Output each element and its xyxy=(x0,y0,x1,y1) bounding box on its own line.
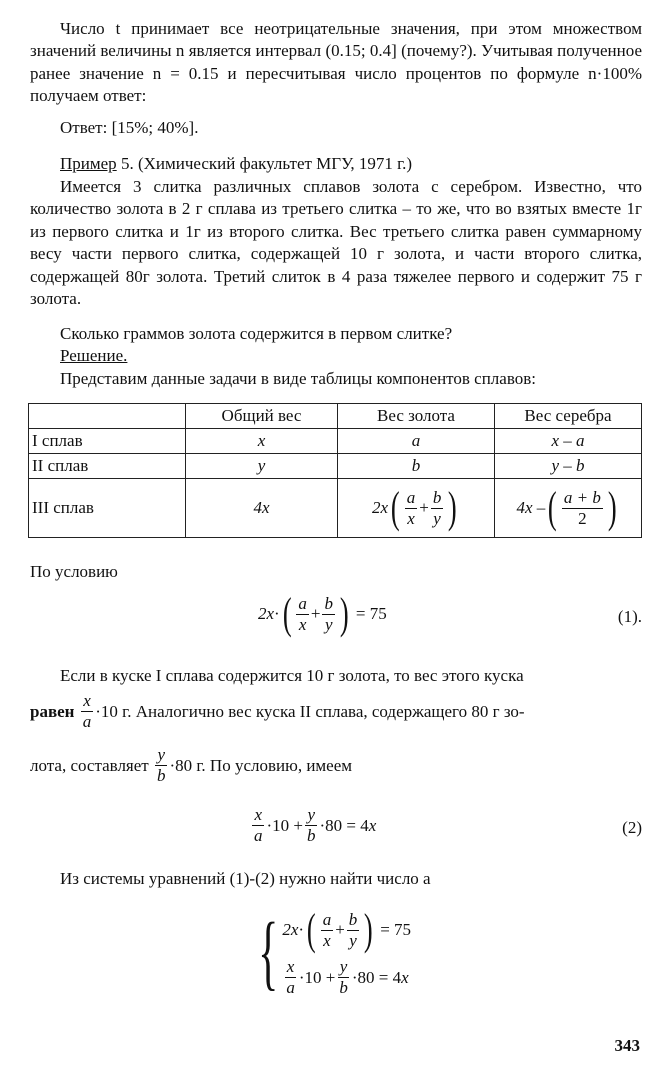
solution-heading: Решение. xyxy=(60,346,128,365)
table-header-cell: Общий вес xyxy=(186,404,338,429)
row-label: I сплав xyxy=(29,429,186,454)
question-line: Сколько граммов золота содержится в первом слитке? xyxy=(60,324,453,343)
table-row xyxy=(29,454,642,479)
silver-weight-cell: y – b xyxy=(495,454,642,479)
silver-weight-cell: 4x – ( $\frac{a + b}{2}$ ) xyxy=(495,479,642,538)
equation-1: 2x · ( $\frac{a}{x}$ + $\frac{b}{y}$ ) = 75 xyxy=(258,589,387,638)
example-source: 5. (Химический факультет МГУ, 1971 г.) xyxy=(116,154,413,173)
table-header-cell xyxy=(29,404,186,429)
system-brace: { xyxy=(258,905,279,999)
table-header-cell: Вес золота xyxy=(338,404,495,429)
system-equation-2: $\frac{x}{a}$ ·10 + $\frac{y}{b}$ ·80 = 4 x xyxy=(286,957,409,997)
alloy-table xyxy=(28,403,642,538)
total-weight-cell: y xyxy=(186,454,338,479)
problem-statement xyxy=(30,176,642,310)
page-number: 343 xyxy=(614,1036,640,1055)
answer-line: Ответ: [15%; 40%]. xyxy=(60,118,199,137)
example-label: Пример xyxy=(60,154,117,173)
paragraph-weight-line1: Если в куске I сплава содержится 10 г золота, то вес этого куска xyxy=(60,666,524,685)
problem-text: Имеется 3 слитка различных сплавов золота с серебром. Известно, что количество золота в 2 г сплава из третьего слитка – то же, что во взятых вместе 1г из первого слитка и 1г из второго слитка. Вес третьего слитка равен суммарному весу части первого слитка, содержащей 10 г золота, и части второго слитка, содержащей 80г золота. Третий слиток в 4 раза тяжелее первого и содержит 75 г золота. xyxy=(30,177,642,309)
row-label: II сплав xyxy=(29,454,186,479)
total-weight-cell: 4x xyxy=(186,479,338,538)
table-row xyxy=(29,429,642,454)
table-row xyxy=(29,479,642,538)
condition-label: По условию xyxy=(30,562,118,581)
equation-2: $\frac{x}{a}$ ·10 + $\frac{y}{b}$ ·80 = 4 x xyxy=(254,805,377,845)
system-equation-1: 2x · ( $\frac{a}{x}$ + $\frac{b}{y}$ ) = 75 xyxy=(282,905,412,954)
gold-weight-cell: 2x ( $\frac{a}{x}$ + $\frac{b}{y}$ ) xyxy=(338,479,495,538)
table-header-cell: Вес серебра xyxy=(495,404,642,429)
table-intro: Представим данные задачи в виде таблицы компонентов сплавов: xyxy=(60,369,536,388)
paragraph-weight-line3: лота, составляет $\frac{y}{b}$ ·80 г. По условию, имеем xyxy=(30,745,353,785)
paragraph-system-intro: Из системы уравнений (1)-(2) нужно найти число a xyxy=(60,869,431,888)
table-header-row xyxy=(29,404,642,429)
gold-weight-cell: a xyxy=(338,429,495,454)
paragraph-intro xyxy=(30,18,642,108)
total-weight-cell: x xyxy=(186,429,338,454)
gold-weight-cell: b xyxy=(338,454,495,479)
example-heading xyxy=(60,154,670,174)
equation-system xyxy=(248,905,412,999)
equation-1-number: (1). xyxy=(617,607,642,626)
equation-2-number: (2) xyxy=(622,818,642,837)
row-label: III сплав xyxy=(29,479,186,538)
silver-weight-cell: x – a xyxy=(495,429,642,454)
paragraph-weight-line2: равен $\frac{x}{a}$ ·10 г. Аналогично вес куска II сплава, содержащего 80 г зо- xyxy=(30,691,525,731)
paragraph-intro-text: Число t принимает все неотрицательные значения, при этом множеством значений величины n является интервал (0.15; 0.4] (почему?). Учитывая полученное ранее значение n = 0.15 и пересчитывая число процентов по формуле n·100% получаем ответ: xyxy=(30,19,642,106)
